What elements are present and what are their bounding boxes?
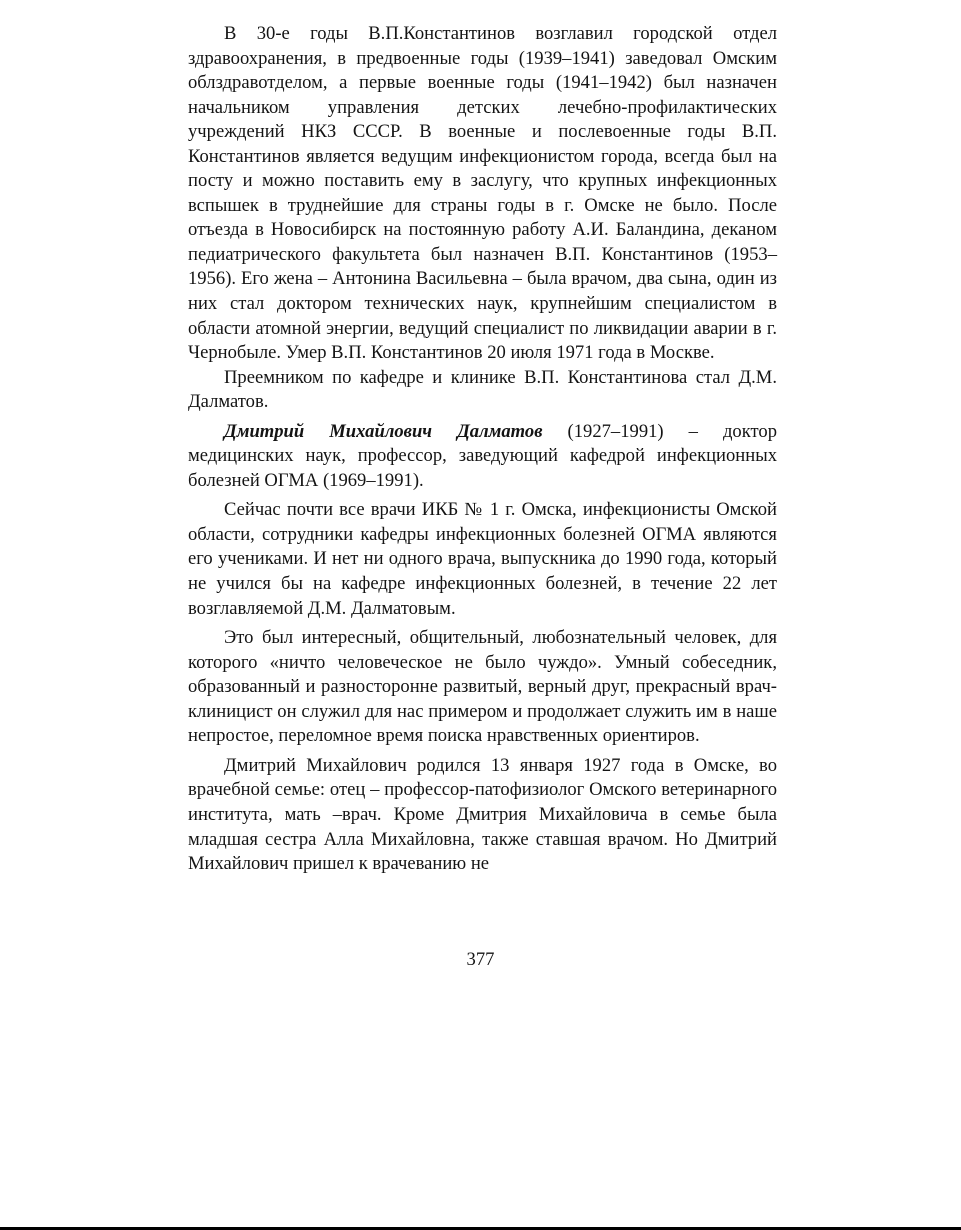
paragraph-konstantinov-career: В 30-е годы В.П.Константинов возглавил городской отдел здравоохранения, в предвоенные годы (1939–1941) заведовал Омским облздравотделом, а первые военные годы (1941–1942) был назначен начальником управления детских лечебно-профилактических учреждений НКЗ СССР. В военные и послевоенные годы В.П. Константинов является ведущим инфекционистом города, всегда был на посту и можно поставить ему в заслугу, что крупных инфекционных вспышек в труднейшие для страны годы в г. Омске не было. После отъезда в Новосибирск на постоянную работу А.И. Баландина, деканом педиатрического факультета был назначен В.П. Константинов (1953–1956). Его жена – Антонина Васильевна – была врачом, два сына, один из них стал доктором технических наук, крупнейшим специалистом в области атомной энергии, ведущий специалист по ликвидации аварии в г. Чернобыле. Умер В.П. Константинов 20 июля 1971 года в Москве.	[188, 23, 777, 364]
page-number: 377	[466, 949, 495, 970]
paragraph-students: Сейчас почти все врачи ИКБ № 1 г. Омска, инфекционисты Омской области, сотрудники кафедры инфекционных болезней ОГМА являются его учениками. И нет ни одного врача, выпускника до 1990 года, который не учился бы на кафедре инфекционных болезней, в течение 22 лет возглавляемой Д.М. Далматовым.	[188, 499, 777, 619]
paragraph-successor: Преемником по кафедре и клинике В.П. Константинова стал Д.М. Далматов.	[188, 366, 777, 413]
page-body	[188, 22, 777, 882]
paragraph-character: Это был интересный, общительный, любознательный человек, для которого «ничто человеческое не было чуждо». Умный собеседник, образованный и разносторонне развитый, верный друг, прекрасный врач-клиницист он служил для нас примером и продолжает служить им в наше непростое, переломное время поиска нравственных ориентиров.	[188, 627, 777, 747]
paragraph-dalmatov-bio	[188, 420, 777, 494]
bio-name: Дмитрий Михайлович Далматов	[224, 420, 543, 442]
bio-text: (1927–1991) – доктор медицинских наук, профессор, заведующий кафедрой инфекционных болезней ОГМА (1969–1991).	[188, 420, 777, 491]
paragraph-early-life: Дмитрий Михайлович родился 13 января 1927 года в Омске, во врачебной семье: отец – профессор-патофизиолог Омского ветеринарного института, мать –врач. Кроме Дмитрия Михайловича в семье была младшая сестра Алла Михайловна, также ставшая врачом. Но Дмитрий Михайлович пришел к врачеванию не	[188, 754, 777, 875]
